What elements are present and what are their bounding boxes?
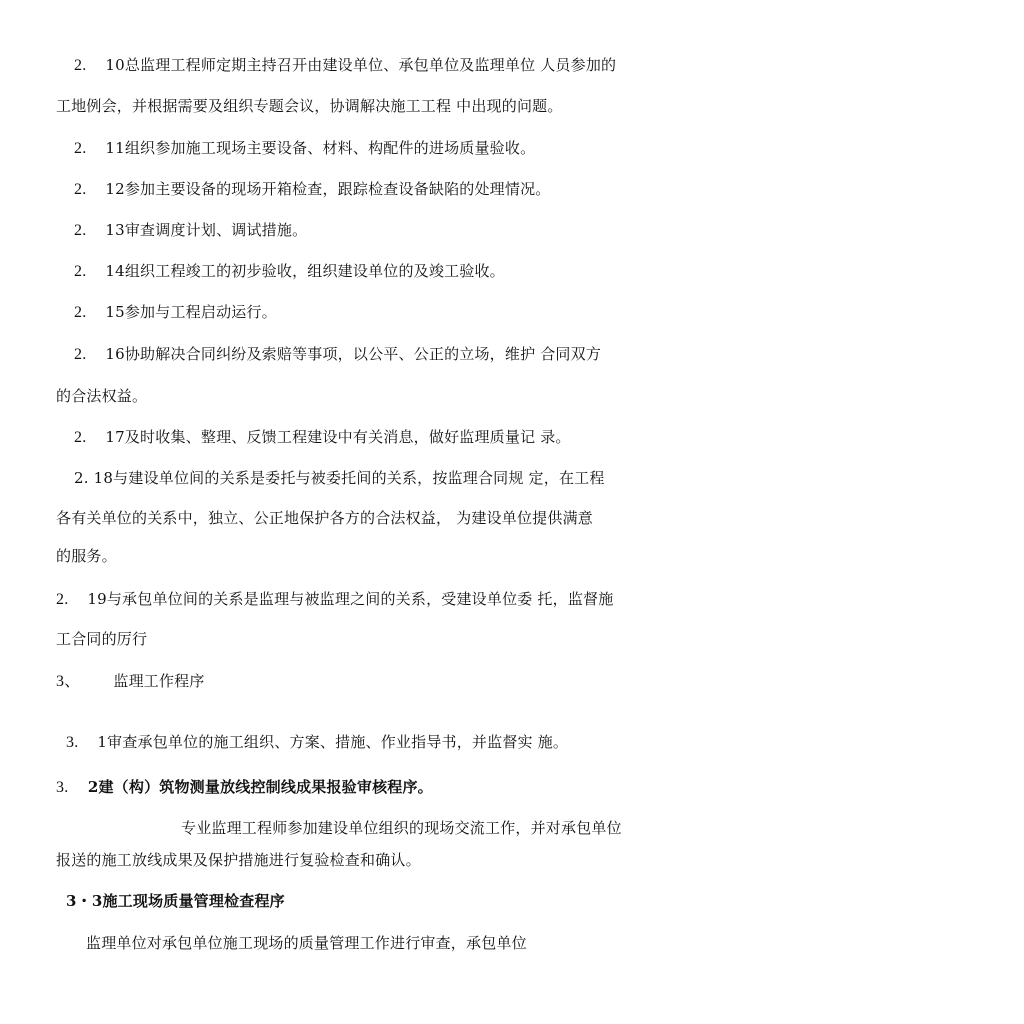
line-text: 19与承包单位间的关系是监理与被监理之间的关系，受建设单位委 托，监督施 <box>87 590 614 608</box>
text-line <box>56 546 117 566</box>
item-number: 2. <box>74 222 87 239</box>
text-line <box>181 818 622 838</box>
line-text: 12参加主要设备的现场开箱检查，跟踪检查设备缺陷的处理情况。 <box>105 180 551 198</box>
item-number: 2. <box>74 263 87 280</box>
text-line <box>74 220 307 241</box>
text-line <box>56 589 613 610</box>
subsection-heading <box>56 777 433 798</box>
text-line <box>74 261 505 282</box>
item-number: 2. <box>74 140 87 157</box>
line-text: 15参加与工程启动运行。 <box>105 303 277 321</box>
item-number: 2. <box>74 181 87 198</box>
item-number: 2. <box>74 57 87 74</box>
text-line <box>56 850 421 870</box>
item-number: 2. <box>74 346 87 363</box>
subsection-heading <box>66 891 285 911</box>
subsection-title: 3・3施工现场质量管理检查程序 <box>66 892 285 910</box>
line-text: 监理单位对承包单位施工现场的质量管理工作进行审查，承包单位 <box>86 934 527 952</box>
line-text: 13审查调度计划、调试措施。 <box>105 221 308 239</box>
item-number: 2. <box>74 429 87 446</box>
text-line <box>74 468 605 488</box>
line-text: 10总监理工程师定期主持召开由建设单位、承包单位及监理单位 人员参加的 <box>105 56 617 74</box>
text-line <box>56 629 147 649</box>
text-line <box>66 732 568 753</box>
item-number: 2. <box>56 591 69 608</box>
line-text: 1审查承包单位的施工组织、方案、措施、作业指导书，并监督实 施。 <box>97 733 569 751</box>
line-text: 17及时收集、整理、反馈工程建设中有关消息，做好监理质量记 录。 <box>105 428 571 446</box>
line-text: 工地例会，并根据需要及组织专题会议，协调解决施工工程 中出现的问题。 <box>56 97 563 115</box>
text-line <box>86 933 527 953</box>
line-text: 专业监理工程师参加建设单位组织的现场交流工作，并对承包单位 <box>181 819 622 837</box>
text-line <box>74 344 601 365</box>
line-text: 16协助解决合同纠纷及索赔等事项，以公平、公正的立场，维护 合同双方 <box>105 345 602 363</box>
line-text: 11组织参加施工现场主要设备、材料、构配件的进场质量验收。 <box>105 139 536 157</box>
text-line <box>56 96 563 116</box>
line-text: 的合法权益。 <box>56 387 148 405</box>
line-text: 14组织工程竣工的初步验收，组织建设单位的及竣工验收。 <box>105 262 505 280</box>
text-line <box>74 179 550 200</box>
text-line <box>74 302 277 323</box>
line-text: 工合同的厉行 <box>56 630 148 648</box>
text-line <box>56 386 147 406</box>
section-title: 监理工作程序 <box>113 672 205 690</box>
line-text: 2. 18与建设单位间的关系是委托与被委托间的关系，按监理合同规 定，在工程 <box>74 469 605 487</box>
line-text: 报送的施工放线成果及保护措施进行复验检查和确认。 <box>56 851 421 869</box>
line-text: 各有关单位的关系中，独立、公正地保护各方的合法权益， 为建设单位提供满意 <box>56 509 593 527</box>
section-heading <box>56 671 205 692</box>
text-line <box>56 508 593 528</box>
section-number: 3、 <box>56 673 81 690</box>
subsection-title: 2建（构）筑物测量放线控制线成果报验审核程序。 <box>87 778 433 796</box>
text-line <box>74 138 535 159</box>
item-number: 2. <box>74 304 87 321</box>
text-line <box>74 55 616 76</box>
text-line <box>74 427 571 448</box>
item-number: 3. <box>66 734 79 751</box>
line-text: 的服务。 <box>56 547 117 565</box>
item-number: 3. <box>56 779 69 796</box>
